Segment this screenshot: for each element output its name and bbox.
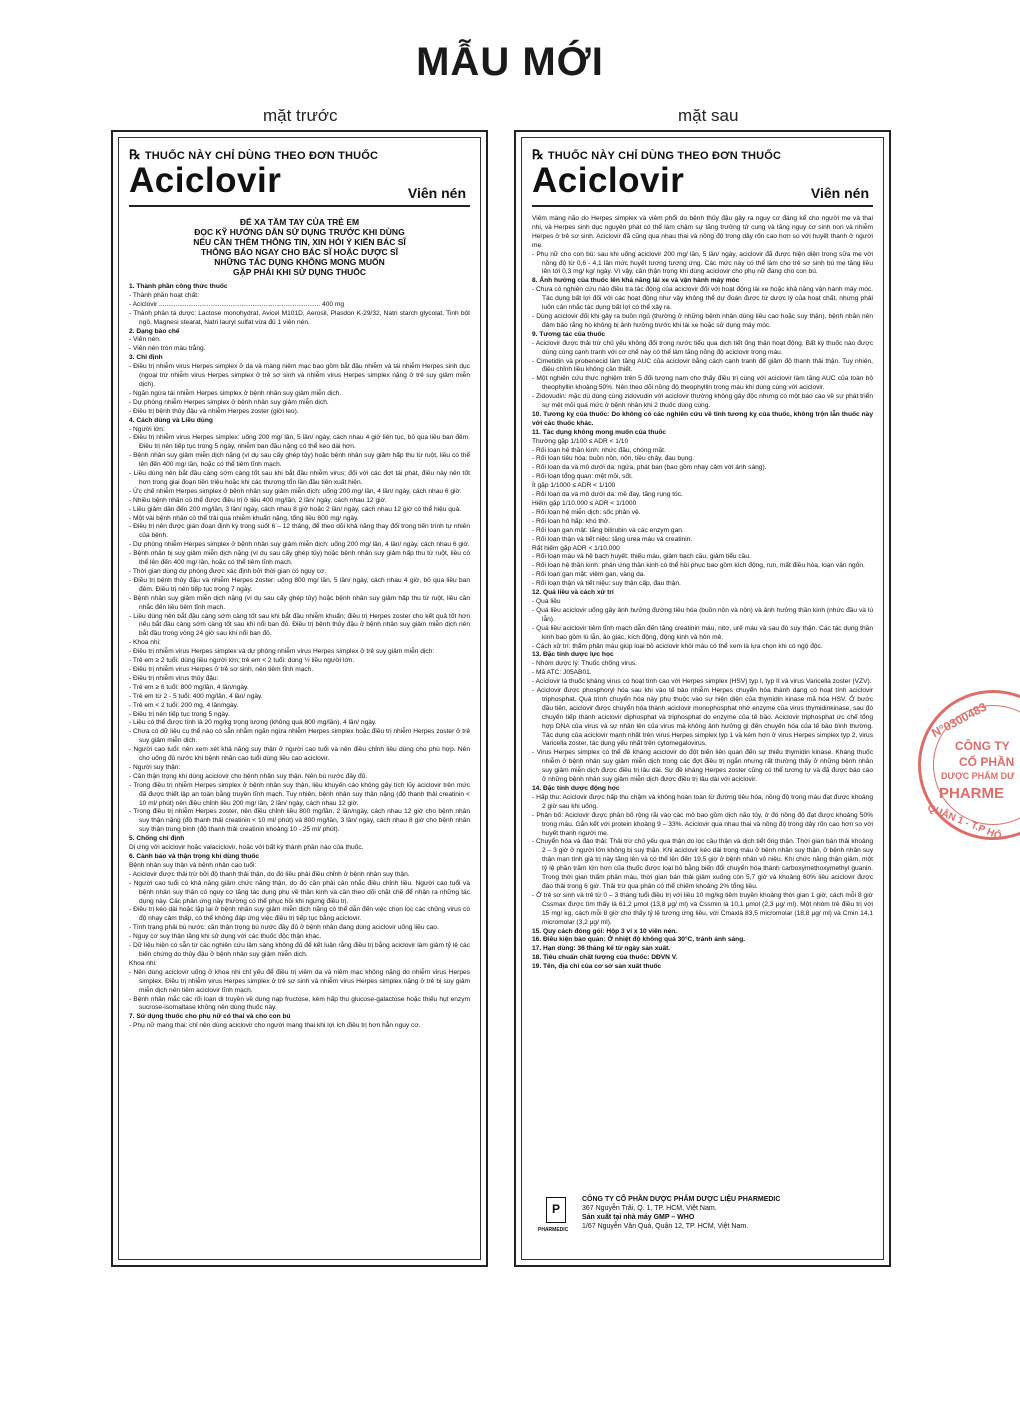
back-dosage-form: Viên nén [810,185,869,201]
text-line: - Điều trị nhiễm virus thủy đậu: [129,674,219,682]
text-line: - Cách xử trí: thẩm phân máu giúp loại bỏ aciclovir khỏi máu có thể xem là lựa chọn khi có ngộ độc. [532,642,823,650]
back-panel-inner [521,137,884,1260]
text-line: - Điều trị nhiễm virus Herpes simplex: uống 200 mg/ lần, 5 lần/ ngày, cách nhau 4 giờ liên tục, bỏ qua liều ban đêm. Điều trị nên tiếp tục trong 5 ngày, nhiễm ban đầu nặng có thể kéo dài hơn. [129,434,470,451]
text-line: - Dự phòng nhiễm Herpes simplex ở bệnh nhân suy giảm miễn dịch: uống 200 mg/ lần, 4 lần/ ngày, cách nhau 6 giờ. [129,541,470,549]
text-line: - Dự phòng nhiễm Herpes simplex ở bệnh nhân suy giảm miễn dịch. [129,398,329,406]
text-line: - Điều trị nhiễm virus Herpes ở trẻ sơ sinh, nên tiêm tĩnh mạch. [129,665,314,673]
text-line: - Rối loạn máu và hệ bạch huyết: thiếu máu, giảm bạch cầu, giảm tiểu cầu. [532,553,751,561]
text-line: - Người lớn: [129,425,165,433]
text-line: - Cần thận trọng khi dùng aciclovir cho bệnh nhân suy thận. Nên bù nước đầy đủ. [129,772,368,780]
warning-line: GẶP PHẢI KHI SỬ DỤNG THUỐC [233,267,366,277]
text-line: - Chưa có nghiên cứu nào điều tra tác động của aciclovir đối với hoạt động lái xe hoặc khả năng vận hành máy móc. Tác dụng bất lợi đối với các hoạt động như vậy không thể dự đoán được từ dược lý của hoạt chất, nhưng phải luôn cân nhắc tác dụng bất lợi có thể xảy ra. [532,286,873,312]
text-line: - Rối loạn thận và tiết niệu: tăng urea máu và creatinin. [532,535,693,543]
front-rx-text: THUỐC NÀY CHỈ DÙNG THEO ĐƠN THUỐC [144,150,379,162]
front-panel [111,130,488,1267]
back-body-text [532,215,873,972]
text-line: - Trẻ em ≥ 6 tuổi: 800 mg/lần, 4 lần/ngày. [129,683,249,691]
text-line: - Phân bố: Aciclovir được phân bố rộng rãi vào các mô bao gồm dịch não tủy, ở đó nồng độ đạt được khoảng 50% trong máu. Gắn kết với protein khoảng 9 – 33%. Aciclovir qua nhau thai và nồng độ trong dây rốn cao hơn so với huyết thanh người mẹ. [532,811,873,837]
back-brand-name: Aciclovir [532,161,685,200]
text-line: - Phụ nữ mang thai: chỉ nên dùng aciclovir cho người mang thai khi lợi ích điều trị hơn hẳn nguy cơ. [129,1022,421,1030]
text-line: - Phụ nữ cho con bú: sau khi uống aciclovir 200 mg/ lần, 5 lần/ ngày, aciclovir đã được hiện diện trong sữa mẹ với nồng độ từ 0,6 - 4,1 lần mức huyết tương tương ứng. Các mức này có thể làm cho trẻ sơ sinh bú mẹ tăng liều lên tới 0,3 mg/ kg/ ngày. Vì vậy, cần thận trọng khi dùng aciclovir cho phụ nữ đang cho con bú. [532,250,873,276]
text-line: - Một vài bệnh nhân có thể trải qua nhiễm khuẩn nặng, tổng liều 800 mg/ ngày. [129,514,359,522]
manufacturer-plant: Sản xuất tại nhà máy GMP – WHO [582,1214,695,1221]
front-dosage-form: Viên nén [407,185,466,201]
text-line: 17. Hạn dùng: 36 tháng kể từ ngày sản xuất. [532,945,671,953]
text-line: 7. Sử dụng thuốc cho phụ nữ có thai và cho con bú [129,1013,291,1021]
text-line: - Rối loạn hệ thần kinh: nhức đầu, chóng mặt. [532,446,666,454]
text-line: - Aciclovir được phosphoryl hóa sau khi vào tế bào nhiễm Herpes chuyển hóa thành dạng có hoạt tính aciclovir triphosphat. Quá trình chuyển hóa này phụ thuộc vào sự hiện diện của thymidin kinase mã hóa HSV. Ở bước đầu tiên, aciclovir được chuyển hóa thành aciclovir monophosphat nhờ enzyme của virus thymidinkinase, sau đó chuyển tiếp thành aciclovir diphosphat và triphosphat do enzyme của tế bào. Aciclovir triphosphat ức chế tổng hợp DNA của virus và sự nhân lên của virus mà không ảnh hưởng gì đến chuyển hóa của tế bào bình thường. Tác dụng của aciclovir mạnh nhất trên virus Herpes simplex typ 1 và kém hơn ở virus Herpes simplex typ 2, virus Varicella zoster, tác dụng yếu nhất trên cytomegalovirus. [532,687,873,748]
text-line: - Rối loạn hô hấp: khó thở. [532,517,611,525]
text-line: Khoa nhi: [129,959,157,967]
text-line: 12. Quá liều và cách xử trí [532,589,614,597]
text-line: - Dùng aciclovir đối khi gây ra buồn ngủ (thường ở những bệnh nhân dùng liều cao hoặc suy thận), bệnh nhân nên đảm bảo rằng họ không bị ảnh hưởng trước khi lái xe hoặc sử dụng máy móc. [532,312,873,329]
text-line: Bệnh nhân suy thận và bệnh nhân cao tuổi: [129,861,257,869]
text-line: Dị ứng với aciclovir hoặc valaciclovir, hoặc với bất kỳ thành phần nào của thuốc. [129,844,364,852]
text-line: - Chuyển hóa và đào thải: Thải trừ chủ yếu qua thận do lọc cầu thận và dịch tiết ống thận. Thời gian bán thải khoảng 2 – 3 giờ ở người lớn không bị suy thận. Khi aciclovir kéo dài trong máu ở bệnh nhân suy thận, ở bệnh nhân suy thận mạn tính giá trị này tăng lên và có thể lên đến 19,5 giờ ở bệnh nhân vô niệu. Khi chức năng thận giảm, một tỷ lệ phần trăm lớn hơn của thuốc được loại bỏ bằng biến đổi chuyển hóa thành carboxymethoxymethyl guanin. Trong thời gian thẩm phân máu, thời gian bán thải giảm xuống còn 5,7 giờ và khoảng 60% liều aciclovir được đào thải trong 6 giờ. Thải trừ qua phân có thể chiếm khoảng 2% tổng liều. [532,838,873,890]
text-line: Ít gặp 1/1000 ≤ ADR < 1/100 [532,482,616,490]
text-line: - Một nghiên cứu thực nghiệm trên 5 đối tượng nam cho thấy điều trị cùng với aciclovir làm tăng AUC của toàn bộ theophyllin khoảng 50%. Nên theo dõi nồng độ theophyllin trong máu khi dùng cùng với aciclovir. [532,375,873,392]
front-brand-row [129,161,470,207]
text-line: 1. Thành phần công thức thuốc [129,283,228,290]
stamp-line-1: CÔNG TY [955,739,1010,753]
front-body-text [129,283,470,1031]
text-line: - Bệnh nhân suy giảm miễn dịch nặng (ví dụ sau cấy ghép tủy) hoặc bệnh nhân suy giảm hấp thu từ ruột, liều cần nhắc đến liều tiêm tĩnh mạch. [129,594,470,611]
stamp-line-2: CỔ PHẦN [959,755,1015,769]
text-line: - Liều dùng nên bắt đầu càng sớm càng tốt sau khi bắt đầu nhiễm virus; đối với các đợt tái phát, điều này nên tốt hơn trong giai đoạn tiền triệu hoặc khi các thương tổn lần đầu tiên xuất hiện. [129,470,470,486]
rx-icon: ℞ [129,148,141,163]
company-stamp [918,690,1020,843]
text-line: - Quá liều [532,597,561,605]
text-line: - Dữ liệu hiện có sẵn từ các nghiên cứu lâm sàng không đủ để kết luận rằng điều trị bằng aciclovir làm giảm tỷ lệ các biến chứng do thủy đậu ở bệnh nhân suy giảm miễn dịch. [129,942,470,958]
text-line: 14. Đặc tính dược động học [532,785,620,792]
text-line: - Bệnh nhân bị suy giảm miễn dịch nặng (ví dụ sau cấy ghép tủy) hoặc bệnh nhân suy giảm hấp thu từ ruột, liều có thể lên đến 400 mg/ lần, hoặc có thể tiêm tĩnh mạch. [129,550,470,567]
text-line: 2. Dạng bào chế [129,327,180,335]
front-side-label: mặt trước [263,106,338,125]
text-line: - Ở trẻ sơ sinh và trẻ từ 0 – 3 tháng tuổi điều trị với liều 10 mg/kg tiêm truyền khoảng thời gian 1 giờ, cách mỗi 8 giờ Cssmax được tìm thấy là 61,2 μmol (13,8 μg/ ml) và Cssmin là 10,1 μmol (2,3 μg/ ml). Một nhóm trẻ điều trị với 15 mg/ kg, cách mỗi 8 giờ cho thấy tỷ lệ tương ứng liều, với Cmaxlà 83,5 micromolar (18,8 μg/ ml) và Cmin 14,1 micromolar (3,2 μg/ ml). [532,891,873,926]
text-line: - Khoa nhi: [129,639,161,647]
text-line: Viêm màng não do Herpes simplex và viêm phổi do bệnh thủy đậu gây ra nguy cơ đáng kể cho người mẹ và thai nhi, và Herpes sinh dục nguyên phát có thể làm chậm sự tăng trưởng tử cung và tăng nguy cơ sinh non và nhiễm Herpes ở trẻ sơ sinh. Aciclovir đã cũng qua nhau thai và nồng độ trong dây rốn cao hơn so với huyết thanh ở người mẹ. [532,215,873,249]
back-rx-text: THUỐC NÀY CHỈ DÙNG THEO ĐƠN THUỐC [547,150,782,162]
front-panel-inner [118,137,481,1260]
manufacturer-details [582,1195,780,1231]
text-line: - Điều trị nên được gián đoạn định kỳ trong suốt 6 – 12 tháng, để theo dõi khả năng thay đổi trong tiến trình tự nhiên của bệnh. [129,523,470,540]
text-line: - Liều giảm dần đến 200 mg/lần, 3 lần/ ngày, cách nhau 8 giờ hoặc 2 lần/ ngày, cách nhau 12 giờ có thể hiệu quả. [129,505,462,513]
text-line: 15. Quy cách đóng gói: Hộp 3 vỉ x 10 viên nén. [532,927,678,935]
text-line: - Tình trạng phải bù nước: cần thận trọng bù nước đầy đủ ở bệnh nhân đang dùng aciclovir uống liều cao. [129,924,439,932]
warning-line: ĐỌC KỸ HƯỚNG DẪN SỬ DỤNG TRƯỚC KHI DÙNG [194,227,405,237]
front-warning-block [129,217,470,277]
text-line: - Người cao tuổi: nên xem xét khả năng suy thận ở người cao tuổi và nên điều chỉnh liều dùng cho phù hợp. Nên cho uống đủ nước khi bệnh nhân cao tuổi dùng liều cao aciclovir. [129,746,470,763]
rx-icon: ℞ [532,148,544,163]
text-line: - Rối loạn thận và tiết niệu: suy thận cấp, đau thận. [532,580,681,588]
manufacturer-address: 367 Nguyễn Trãi, Q. 1, TP. HCM, Việt Nam. [582,1205,717,1212]
text-line: - Rối loạn hệ miễn dịch: sốc phản vệ. [532,508,641,516]
text-line: - Mã ATC: J05AB01. [532,669,592,677]
text-line: - Zidovudin: mặc dù dùng cùng zidovudin với aciclovir thường không gây độc nhưng có một báo cáo về sự phát triển sự mệt mỏi quá mức ở bệnh nhân khi 2 thuốc dùng cùng. [532,393,873,410]
stamp-line-3: DƯỢC PHẨM DƯ [941,771,1015,781]
text-line: 4. Cách dùng và Liều dùng [129,416,213,424]
text-line: - Viên nén tròn màu trắng. [129,345,206,353]
text-line: - Điều trị bệnh thủy đậu và nhiễm Herpes zoster: uống 800 mg/ lần, 5 lần/ ngày, cách nhau 4 giờ, bỏ qua liều ban đêm. Điều trị nên tiếp tục trong 7 ngày. [129,576,470,593]
text-line: - Bệnh nhân suy giảm miễn dịch nặng (ví dụ sau cấy ghép tủy) hoặc bệnh nhân suy giảm hấp thu từ ruột, liều có thể lên đến 400 mg/ lần, hoặc có thể tiêm tĩnh mạch. [129,452,470,469]
text-line: - Trẻ em < 2 tuổi: 200 mg, 4 lần/ngày. [129,701,239,709]
text-line: 3. Chỉ định [129,354,163,362]
text-line: - Chưa có dữ liệu cụ thể nào có sẵn nhằm ngăn ngừa nhiễm Herpes simplex hoặc điều trị nhiễm Herpes zoster ở trẻ suy giảm miễn dịch. [129,728,470,745]
text-line: - Điều trị nhiễm virus Herpes simplex và dự phòng nhiễm virus Herpes simplex ở trẻ suy giảm miễn dịch: [129,648,435,656]
pharmedic-logo-icon: P [546,1197,566,1223]
text-line: - Trẻ em từ 2 - 5 tuổi: 400 mg/lần, 4 lần/ ngày. [129,692,263,700]
text-line: - Trong điều trị nhiễm Herpes zoster, nên điều chỉnh liều 800 mg/lần, 2 lần/ngày, cách nhau 12 giờ cho bệnh nhân suy thận nặng (độ thanh thải creatinin < 10 ml/ phút) và 800 mg/lần, 3 lần/ ngày, cách nhau 8 giờ cho bệnh nhân suy thận trung bình (độ thanh thải creatinin khoảng 10 - 25 ml/ phút). [129,808,470,834]
text-line: - Nguy cơ suy thận tăng khi sử dụng với các thuốc độc thận khác. [129,933,322,941]
text-line: - Quá liều aciclovir tiêm tĩnh mạch dẫn đến tăng creatinin máu, nitơ, urê máu và sau đó suy thận. Các tác dụng thần kinh bao gồm lú lẫn, ảo giác, kích động, động kinh và hôn mê. [532,624,873,641]
text-line: - Nhóm dược lý: Thuốc chống virus. [532,660,637,668]
text-line: - Cimetidin và probenecid làm tăng AUC của aciclovir bằng cách cạnh tranh để giảm độ thanh thải thận. Tuy nhiên, điều chỉnh liều không cần thiết. [532,357,873,374]
text-line: - Ức chế nhiễm Herpes simplex ở bệnh nhân suy giảm miễn dịch: uống 200 mg/ lần, 4 lần/ ngày, cách nhau 6 giờ. [129,487,462,495]
text-line: - Nên dùng aciclovir uống ở khoa nhi chỉ yếu để điều trị viêm da và niêm mạc không nặng do nhiễm virus Herpes simplex. Điều trị nhiễm virus Herpes simplex ở trẻ sơ sinh và nhiễm virus Herpes simplex nặng ở trẻ bị suy giảm miễn dịch nên tiêm aciclovir tĩnh mạch. [129,968,470,994]
text-line: - Bệnh nhân mắc các rối loạn di truyền về dung nạp fructose, kém hấp thu glucose-galactose hoặc thiếu hụt enzym sucrose-isomaltase không nên dùng thuốc này. [129,995,470,1012]
text-line: - Nhiều bệnh nhân có thể được điều trị ở liều 400 mg/lần, 2 lần/ ngày, cách nhau 12 giờ. [129,496,387,504]
warning-line: THÔNG BÁO NGAY CHO BÁC SĨ HOẶC DƯỢC SĨ [200,247,399,257]
warning-line: ĐỂ XA TẦM TAY CỦA TRẺ EM [239,217,360,227]
text-line: - Liều dùng nên bắt đầu càng sớm càng tốt sau khi bắt đầu nhiễm khuẩn; điều trị Herpes zoster cho kết quả tốt hơn nếu bắt đầu càng sớm càng tốt sau khi nổi ban đỏ. Điều trị bệnh thủy đậu ở bệnh nhân suy giảm miễn dịch nên bắt đầu trong vòng 24 giờ sau khi nổi ban đỏ. [129,612,470,638]
text-line: - Ngăn ngừa tái nhiễm Herpes simplex ở bệnh nhân suy giảm miễn dịch. [129,389,342,397]
text-line: Hiếm gặp 1/10.000 ≤ ADR < 1/1000 [532,500,637,507]
text-line: - Liều có thể được tính là 20 mg/kg trọng lượng (không quá 800 mg/lần), 4 lần/ ngày. [129,719,377,727]
text-line: - Thành phần hoạt chất: [129,291,199,299]
text-line: 6. Cảnh báo và thận trọng khi dùng thuốc [129,853,260,860]
text-line: - Điều trị nhiễm virus Herpes simplex ở da và màng niêm mạc bao gồm bắt đầu nhiễm và tái nhiễm Herpes sinh dục (ngoại trừ nhiễm virus Herpes simplex ở trẻ sơ sinh và nhiễm virus Herpes simplex nặng ở trẻ suy giảm miễn dịch). [129,363,470,388]
text-line: - Rối loạn tiêu hóa: buồn nôn, nôn, tiêu chảy, đau bụng. [532,455,694,463]
text-line: - Rối loạn gan mật: viêm gan, vàng da. [532,571,646,579]
text-line: - Thành phần tá dược: Lactose monohydrat, Avicel M101D, Aerosil, Plasdon K-29/32, Natri starch glycolat, Tinh bột ngô, Magnesi stearat, Natri lauryl sulfat vừa đủ 1 viên nén. [129,309,470,326]
back-brand-row [532,161,873,207]
manufacturer-block [532,1195,873,1245]
text-line: - Quá liều aciclovir uống gây ảnh hưởng đường tiêu hóa (buồn nôn và nôn) và ảnh hưởng thần kinh (nhức đầu và lú lẫn). [532,606,873,623]
text-line: - Hấp thu: Aciclovir được hấp thu chậm và không hoàn toàn từ đường tiêu hóa, nồng độ trong máu đạt được khoảng 2 giờ sau khi uống. [532,793,873,810]
text-line: - Aciclovir được thải trừ bởi độ thanh thải thận, do đó liều phải điều chỉnh ở bệnh nhân suy thận. [129,870,410,878]
text-line: - Điều trị nên tiếp tục trong 5 ngày. [129,710,230,718]
stamp-number: N°0300483 [929,699,989,741]
stamp-line-5: QUẬN 1 - T.P HỒ [925,802,1003,843]
text-line: - Aciclovir ........................................................................................ 400 mg [129,300,345,308]
text-line: - Aciclovir được thải trừ chủ yếu không đổi trong nước tiểu qua dịch tiết ống thận hoạt động. Bất kỳ thuốc nào được dùng cùng cạnh tranh với cơ chế này có thể làm tăng nồng độ aciclovir trong máu. [532,339,873,356]
text-line: 11. Tác dụng không mong muốn của thuốc [532,428,667,436]
text-line: - Người suy thận: [129,763,181,771]
text-line: - Aciclovir là thuốc kháng virus có hoạt tính cao với Herpes simplex (HSV) typ I, typ II và virus Varicella zoster (VZV). [532,678,872,686]
text-line: - Rối loạn hệ thần kinh: phản ứng thần kinh có thể hồi phục bao gồm kích động, run, mất điều hòa, loạn vận ngôn. [532,562,865,570]
page-title: MẪU MỚI [416,40,604,84]
front-brand-name: Aciclovir [129,161,282,200]
text-line: Rất hiếm gặp ADR < 1/10.000 [532,544,620,552]
text-line: - Rối loạn gan mật: tăng bilirubin và các enzym gan. [532,526,684,534]
warning-line: NHỮNG TÁC DỤNG KHÔNG MONG MUỐN [214,257,385,267]
text-line: 18. Tiêu chuẩn chất lượng của thuốc: DĐVN V. [532,954,678,962]
text-line: 13. Đặc tính dược lực học [532,651,614,659]
text-line: 10. Tương kỵ của thuốc: Do không có các nghiên cứu về tính tương kỵ của thuốc, không trộn lẫn thuốc này với các thuốc khác. [532,410,873,427]
text-line: - Trẻ em ≥ 2 tuổi: dùng liều người lớn; trẻ em < 2 tuổi: dùng ½ liều người lớn. [129,657,355,665]
text-line: 16. Điều kiện bảo quản: Ở nhiệt độ không quá 30°C, tránh ánh sáng. [532,936,746,944]
manufacturer-name: CÔNG TY CỔ PHẦN DƯỢC PHẨM DƯỢC LIỆU PHARMEDIC [582,1196,781,1203]
back-side-label: mặt sau [678,106,739,125]
stamp-line-4: PHARME [939,785,1005,802]
text-line: Thường gặp 1/100 ≤ ADR < 1/10 [532,437,629,445]
text-line: - Trong điều trị nhiễm Herpes simplex ở bệnh nhân suy thận, liều khuyến cáo không gây tích lũy aciclovir trên mức đã được thiết lập an toàn bằng truyền tĩnh mạch. Tuy nhiên, bệnh nhân suy thận nặng (độ thanh thải creatinin < 10 ml/ phút) nên điều chỉnh liều 200 mg/ lần, 2 lần/ ngày, cách nhau 12 giờ. [129,781,470,807]
text-line: - Điều trị bệnh thủy đậu và nhiễm Herpes zoster (giời leo). [129,407,299,415]
text-line: - Người cao tuổi có khả năng giảm chức năng thận, do đó cần phải cân nhắc điều chỉnh liều. Người cao tuổi và bệnh nhân suy thận có nguy cơ tăng tác dụng phụ về thần kinh và cần theo dõi chặt chẽ để nhận ra những tác dụng này. Các phản ứng này thường có thể phục hồi khi ngưng điều trị. [129,879,470,905]
back-panel [514,130,891,1267]
text-line: 9. Tương tác của thuốc [532,330,606,338]
text-line: - Điều trị kéo dài hoặc lặp lại ở bệnh nhân suy giảm miễn dịch nặng có thể dẫn đến việc chọn lọc các chủng virus có độ nhạy cảm thấp, có thể không đáp ứng việc điều trị tiếp tục bằng aciclovir. [129,906,470,923]
text-line: 8. Ảnh hưởng của thuốc lên khả năng lái xe và vận hành máy móc [532,277,740,285]
text-line: - Virus Herpes simplex có thể đề kháng aciclovir do đột biến liên quan đến sự thiếu thymidin kinase. Kháng thuốc nhiễm ở bệnh nhân suy giảm miễn dịch trong các đợt điều trị ngắn nhưng rất thường thấy ở những bệnh nhân suy giảm miễn dịch được điều trị lâu dài. Sự đề kháng Herpes zoster cũng có thể tương tự và đã được báo cáo ở những bệnh nhân suy giảm miễn dịch được điều trị lâu dài với aciclovir. [532,749,873,784]
manufacturer-plant-address: 1/67 Nguyễn Văn Quá, Quận 12, TP. HCM, Việt Nam. [582,1223,749,1230]
text-line: 5. Chống chỉ định [129,835,185,843]
text-line: - Thời gian dùng dự phòng được xác định bởi thời gian có nguy cơ. [129,568,327,575]
text-line: 19. Tên, địa chỉ của cơ sở sản xuất thuốc [532,963,662,971]
text-line: - Viên nén. [129,336,161,344]
warning-line: NẾU CẦN THÊM THÔNG TIN, XIN HỎI Ý KIẾN BÁC SĨ [193,237,406,247]
text-line: - Rối loạn da và mô dưới da: ngứa, phát ban (bao gồm nhạy cảm với ánh sáng). [532,464,767,472]
text-line: - Rối loạn da và mô dưới da: mề đay, tăng rụng tóc. [532,491,683,499]
text-line: - Rối loạn tổng quan: mệt mỏi, sốt. [532,473,633,481]
pharmedic-logo-caption: PHARMEDIC [538,1227,569,1233]
